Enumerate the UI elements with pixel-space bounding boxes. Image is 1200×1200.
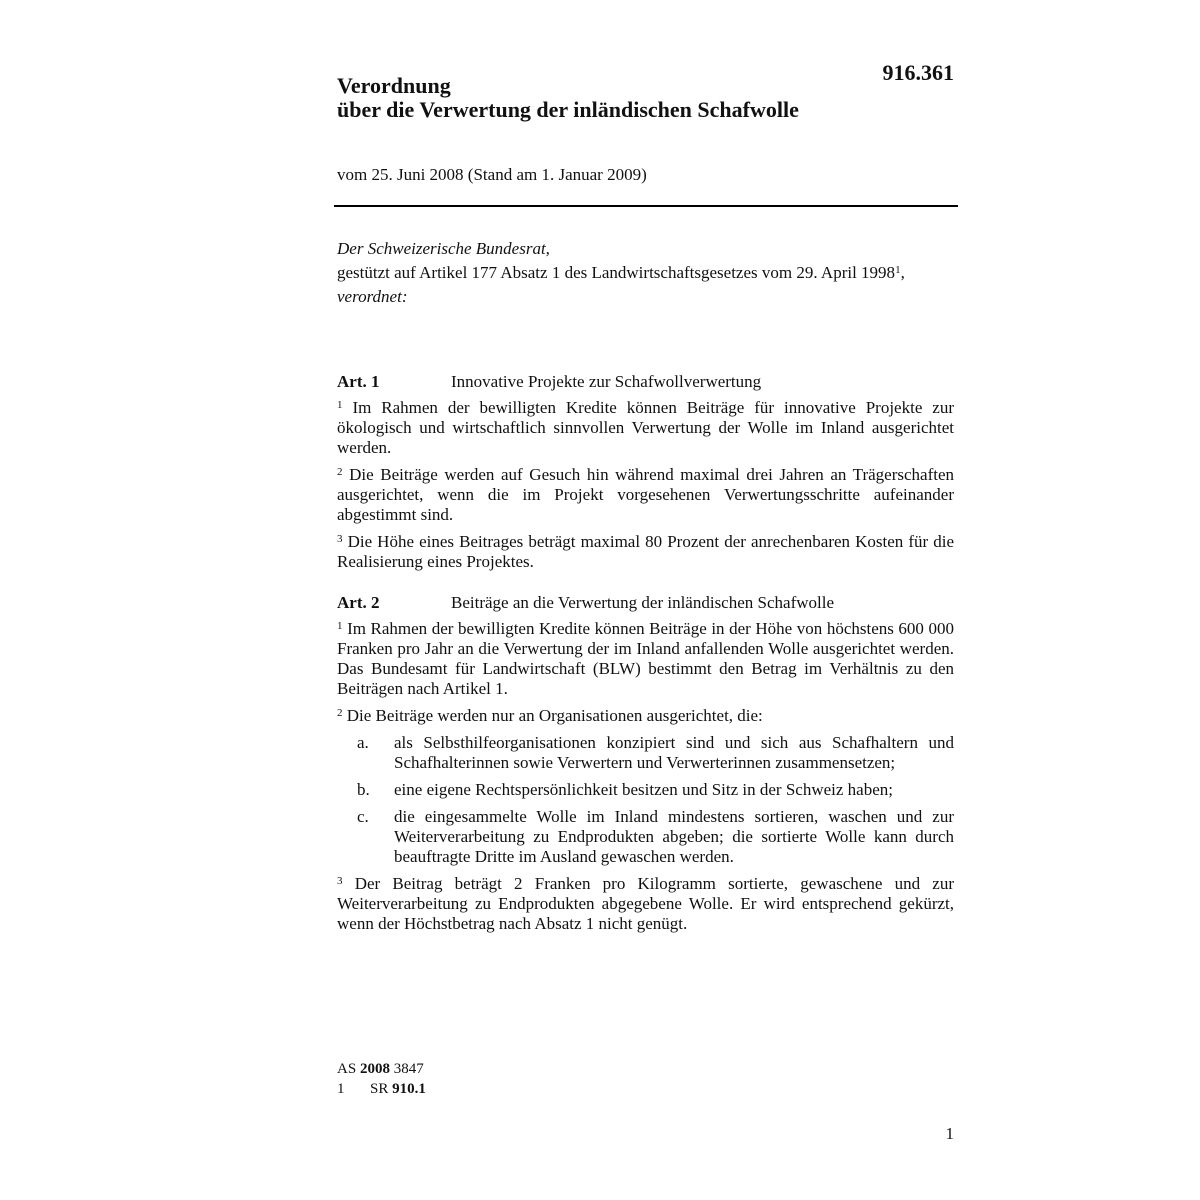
article-2-number: Art. 2 (337, 593, 380, 612)
footnote-1 (337, 1079, 426, 1099)
article-2-paragraph-3 (337, 874, 954, 934)
article-2-paragraph-2 (337, 706, 954, 726)
paragraph-number: 1 (337, 399, 343, 411)
article-1-paragraph-3 (337, 532, 954, 572)
articles-body (337, 372, 954, 955)
article-1-paragraph-2 (337, 465, 954, 525)
page-number: 1 (945, 1124, 954, 1143)
header-divider (334, 205, 958, 207)
paragraph-text: Die Beiträge werden auf Gesuch hin während maximal drei Jahren an Trägerschaften ausgerichtet, wenn die im Projekt vorgesehenen Verwertungsschritte aufeinander abgestimmt sind. (337, 465, 954, 524)
title-line-1: Verordnung (337, 73, 451, 98)
paragraph-number: 2 (337, 707, 343, 719)
article-2-title: Beiträge an die Verwertung der inländischen Schafwolle (451, 593, 834, 612)
paragraph-number: 3 (337, 875, 343, 887)
preamble (337, 237, 957, 309)
preamble-basis-text: gestützt auf Artikel 177 Absatz 1 des Landwirtschaftsgesetzes vom 29. April 1998 (337, 263, 896, 282)
as-year: 2008 (359, 1061, 390, 1077)
date-line: vom 25. Juni 2008 (Stand am 1. Januar 2009) (337, 165, 647, 184)
sr-number: 916.361 (882, 60, 954, 85)
footnotes (337, 1059, 426, 1099)
footnote-ref-1[interactable]: 1 (895, 264, 901, 276)
as-prefix: AS (337, 1061, 357, 1077)
preamble-enactment: verordnet: (337, 287, 408, 306)
paragraph-number: 1 (337, 620, 343, 632)
article-1-title: Innovative Projekte zur Schafwollverwertung (451, 372, 762, 391)
document-title (337, 74, 897, 122)
list-text: als Selbsthilfeorganisationen konzipiert sind und sich aus Schafhaltern und Schafhalterinnen sowie Verwertern und Verwerterinnen zusammensetzen; (394, 733, 954, 772)
article-1-paragraph-1 (337, 398, 954, 458)
paragraph-text: Die Beiträge werden nur an Organisationen ausgerichtet, die: (346, 706, 763, 725)
list-label: b. (357, 780, 370, 799)
article-2-paragraph-1 (337, 619, 954, 699)
article-1 (337, 372, 954, 572)
list-item-b (337, 780, 954, 800)
paragraph-number: 2 (337, 466, 343, 478)
footnote-1-link[interactable]: 910.1 (392, 1081, 426, 1097)
preamble-basis-end: , (900, 263, 905, 282)
paragraph-text: Im Rahmen der bewilligten Kredite können Beiträge für innovative Projekte zur ökologisch und wirtschaftlich sinnvollen Verwertung der Wolle im Inland ausgerichtet werden. (337, 398, 954, 457)
article-2-heading (337, 593, 954, 613)
title-line-2: über die Verwertung der inländischen Schafwolle (337, 97, 799, 122)
footnote-1-text (370, 1079, 426, 1099)
preamble-basis (337, 261, 957, 285)
list-text: die eingesammelte Wolle im Inland mindestens sortieren, waschen und zur Weiterverarbeitung zu Endprodukten abgeben; die sortierte Wolle kann durch beauftragte Dritte im Ausland gewaschen werden. (394, 807, 954, 866)
list-item-a (337, 733, 954, 773)
list-label: c. (357, 807, 369, 826)
paragraph-text: Der Beitrag beträgt 2 Franken pro Kilogramm sortierte, gewaschene und zur Weiterverarbeitung zu Endprodukten abgegebene Wolle. Er wird entsprechend gekürzt, wenn der Höchstbetrag nach Absatz 1 nicht genügt. (337, 874, 955, 933)
paragraph-number: 3 (337, 533, 343, 545)
preamble-authority: Der Schweizerische Bundesrat, (337, 239, 550, 258)
article-1-heading (337, 372, 954, 392)
list-item-c (337, 807, 954, 867)
as-reference (337, 1059, 426, 1079)
paragraph-text: Die Höhe eines Beitrages beträgt maximal 80 Prozent der anrechenbaren Kosten für die Realisierung eines Projektes. (337, 532, 955, 571)
list-text: eine eigene Rechtspersönlichkeit besitzen und Sitz in der Schweiz haben; (394, 780, 893, 799)
list-label: a. (357, 733, 369, 752)
article-2 (337, 593, 954, 934)
paragraph-text: Im Rahmen der bewilligten Kredite können Beiträge in der Höhe von höchstens 600 000 Franken pro Jahr an die Verwertung der im Inland anfallenden Wolle ausgerichtet werden. Das Bundesamt für Landwirtschaft (BLW) bestimmt den Betrag im Verhältnis zu den Beiträgen nach Artikel 1. (337, 619, 954, 698)
as-page: 3847 (393, 1061, 424, 1077)
footnote-1-marker: 1 (337, 1081, 345, 1097)
article-1-number: Art. 1 (337, 372, 380, 391)
footnote-1-prefix: SR (370, 1081, 389, 1097)
